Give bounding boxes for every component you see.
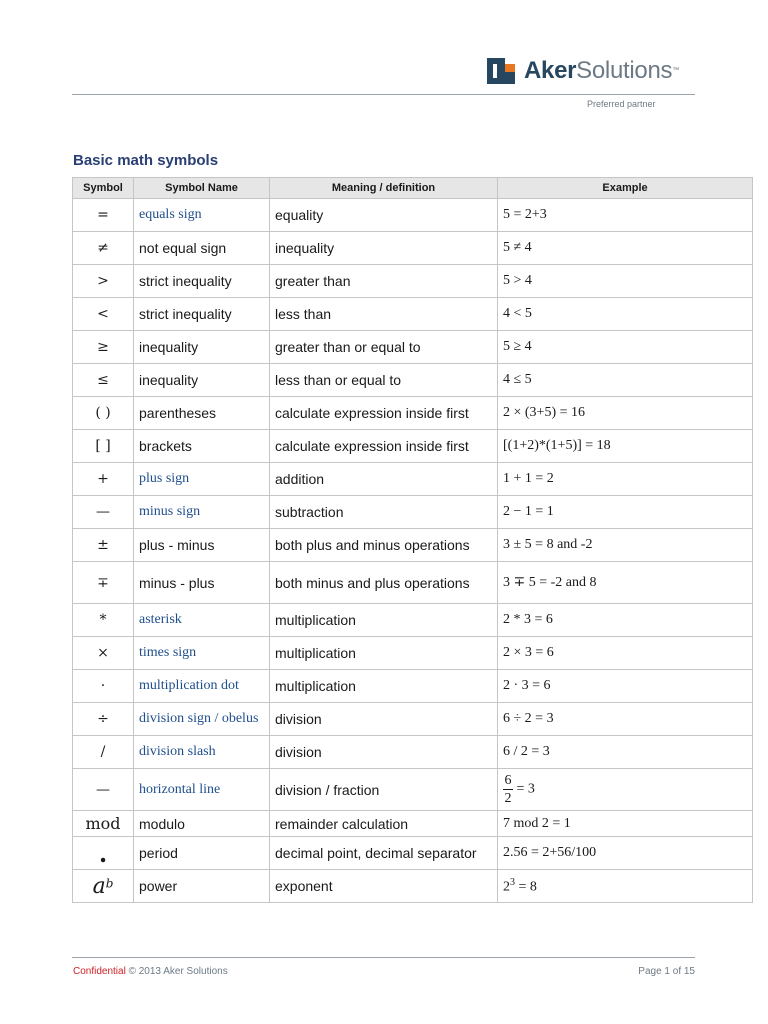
symbol-cell bbox=[73, 870, 134, 903]
meaning-cell: division bbox=[270, 736, 498, 769]
meaning-cell: less than bbox=[270, 298, 498, 331]
example-cell: 5 > 4 bbox=[498, 265, 753, 298]
symbol-cell: ∓ bbox=[73, 562, 134, 604]
symbol-name-cell: modulo bbox=[134, 811, 270, 837]
symbol-name-cell: not equal sign bbox=[134, 232, 270, 265]
example-result: = 8 bbox=[515, 879, 537, 895]
table-row bbox=[73, 298, 753, 331]
table-header-row bbox=[73, 178, 753, 199]
symbol-name-link[interactable]: plus sign bbox=[134, 463, 270, 496]
logo-wordmark: AkerSolutions™ bbox=[524, 57, 679, 84]
symbol-name-link[interactable]: division slash bbox=[134, 736, 270, 769]
table-row bbox=[73, 463, 753, 496]
meaning-cell: decimal point, decimal separator bbox=[270, 837, 498, 870]
symbol-name-cell: minus - plus bbox=[134, 562, 270, 604]
example-cell: 4 < 5 bbox=[498, 298, 753, 331]
symbol-name-cell: strict inequality bbox=[134, 298, 270, 331]
table-row bbox=[73, 232, 753, 265]
table-row bbox=[73, 811, 753, 837]
meaning-cell: addition bbox=[270, 463, 498, 496]
example-cell: 2 − 1 = 1 bbox=[498, 496, 753, 529]
symbol-cell: = bbox=[73, 199, 134, 232]
example-cell: 3 ∓ 5 = -2 and 8 bbox=[498, 562, 753, 604]
page-number: Page 1 of 15 bbox=[638, 966, 695, 977]
math-symbols-table bbox=[72, 177, 753, 903]
tagline: Preferred partner bbox=[587, 99, 656, 109]
meaning-cell: greater than or equal to bbox=[270, 331, 498, 364]
symbol-name-link[interactable]: times sign bbox=[134, 637, 270, 670]
example-cell: 5 = 2+3 bbox=[498, 199, 753, 232]
symbol-cell: ≥ bbox=[73, 331, 134, 364]
table-row bbox=[73, 736, 753, 769]
meaning-cell: equality bbox=[270, 199, 498, 232]
table-row bbox=[73, 331, 753, 364]
symbol-cell: mod bbox=[73, 811, 134, 837]
table-row bbox=[73, 604, 753, 637]
table-row bbox=[73, 870, 753, 903]
table-row bbox=[73, 562, 753, 604]
example-cell: 6 ÷ 2 = 3 bbox=[498, 703, 753, 736]
example-cell: 2.56 = 2+56/100 bbox=[498, 837, 753, 870]
table-row bbox=[73, 529, 753, 562]
meaning-cell: remainder calculation bbox=[270, 811, 498, 837]
power-base: a bbox=[92, 873, 106, 899]
meaning-cell: less than or equal to bbox=[270, 364, 498, 397]
symbol-cell: / bbox=[73, 736, 134, 769]
table-row bbox=[73, 397, 753, 430]
table-row bbox=[73, 265, 753, 298]
example-cell bbox=[498, 769, 753, 811]
fraction bbox=[503, 772, 513, 807]
example-cell: 5 ≥ 4 bbox=[498, 331, 753, 364]
header-divider bbox=[72, 94, 695, 95]
table-row bbox=[73, 637, 753, 670]
example-cell bbox=[498, 870, 753, 903]
example-cell: 6 / 2 = 3 bbox=[498, 736, 753, 769]
example-cell: 7 mod 2 = 1 bbox=[498, 811, 753, 837]
symbol-cell: > bbox=[73, 265, 134, 298]
meaning-cell: calculate expression inside first bbox=[270, 397, 498, 430]
header-symbol-name: Symbol Name bbox=[134, 178, 270, 199]
symbol-cell: ± bbox=[73, 529, 134, 562]
table-row bbox=[73, 364, 753, 397]
example-base: 2 bbox=[503, 879, 510, 895]
symbol-name-link[interactable]: minus sign bbox=[134, 496, 270, 529]
symbol-name-cell: parentheses bbox=[134, 397, 270, 430]
symbol-cell: — bbox=[73, 769, 134, 811]
symbol-cell: ÷ bbox=[73, 703, 134, 736]
symbol-name-link[interactable]: asterisk bbox=[134, 604, 270, 637]
example-exponent: 3 bbox=[510, 876, 515, 888]
table-row bbox=[73, 837, 753, 870]
meaning-cell: greater than bbox=[270, 265, 498, 298]
table-row bbox=[73, 496, 753, 529]
symbol-name-cell: plus - minus bbox=[134, 529, 270, 562]
example-cell: 4 ≤ 5 bbox=[498, 364, 753, 397]
meaning-cell: calculate expression inside first bbox=[270, 430, 498, 463]
example-cell: 2 × 3 = 6 bbox=[498, 637, 753, 670]
footer-copyright bbox=[73, 966, 228, 977]
symbol-name-link[interactable]: division sign / obelus bbox=[134, 703, 270, 736]
example-cell: 2 * 3 = 6 bbox=[498, 604, 753, 637]
example-cell: 2 · 3 = 6 bbox=[498, 670, 753, 703]
meaning-cell: subtraction bbox=[270, 496, 498, 529]
table-row bbox=[73, 199, 753, 232]
symbol-name-link[interactable]: multiplication dot bbox=[134, 670, 270, 703]
symbol-name-cell: power bbox=[134, 870, 270, 903]
meaning-cell: multiplication bbox=[270, 604, 498, 637]
symbol-cell: * bbox=[73, 604, 134, 637]
logo-mark-icon bbox=[487, 58, 515, 84]
symbol-cell: [ ] bbox=[73, 430, 134, 463]
table-row bbox=[73, 769, 753, 811]
header-meaning: Meaning / definition bbox=[270, 178, 498, 199]
symbol-cell: . bbox=[73, 837, 134, 870]
fraction-denominator: 2 bbox=[504, 791, 512, 806]
header-example: Example bbox=[498, 178, 753, 199]
power-exponent: b bbox=[105, 875, 114, 890]
symbol-cell: ( ) bbox=[73, 397, 134, 430]
fraction-numerator: 6 bbox=[504, 773, 512, 788]
example-cell: [(1+2)*(1+5)] = 18 bbox=[498, 430, 753, 463]
symbol-cell: + bbox=[73, 463, 134, 496]
meaning-cell: division bbox=[270, 703, 498, 736]
symbol-cell: ≠ bbox=[73, 232, 134, 265]
symbol-cell: ≤ bbox=[73, 364, 134, 397]
meaning-cell: multiplication bbox=[270, 670, 498, 703]
table-row bbox=[73, 703, 753, 736]
aker-solutions-logo bbox=[487, 56, 679, 86]
meaning-cell: inequality bbox=[270, 232, 498, 265]
meaning-cell: both minus and plus operations bbox=[270, 562, 498, 604]
table-row bbox=[73, 430, 753, 463]
symbol-name-cell: strict inequality bbox=[134, 265, 270, 298]
meaning-cell: exponent bbox=[270, 870, 498, 903]
symbol-cell: × bbox=[73, 637, 134, 670]
symbol-cell: < bbox=[73, 298, 134, 331]
meaning-cell: multiplication bbox=[270, 637, 498, 670]
symbol-name-cell: inequality bbox=[134, 364, 270, 397]
symbol-name-link[interactable]: equals sign bbox=[134, 199, 270, 232]
copyright-text: © 2013 Aker Solutions bbox=[125, 966, 228, 977]
table-row bbox=[73, 670, 753, 703]
example-cell: 1 + 1 = 2 bbox=[498, 463, 753, 496]
meaning-cell: both plus and minus operations bbox=[270, 529, 498, 562]
footer-divider bbox=[72, 957, 695, 958]
symbol-cell: · bbox=[73, 670, 134, 703]
fraction-result: = 3 bbox=[516, 781, 535, 797]
confidential-label: Confidential bbox=[73, 966, 126, 977]
meaning-cell: division / fraction bbox=[270, 769, 498, 811]
page-title: Basic math symbols bbox=[73, 152, 219, 169]
example-cell: 5 ≠ 4 bbox=[498, 232, 753, 265]
symbol-name-cell: inequality bbox=[134, 331, 270, 364]
example-cell: 3 ± 5 = 8 and -2 bbox=[498, 529, 753, 562]
symbol-name-cell: period bbox=[134, 837, 270, 870]
example-cell: 2 × (3+5) = 16 bbox=[498, 397, 753, 430]
header-symbol: Symbol bbox=[73, 178, 134, 199]
symbol-cell: — bbox=[73, 496, 134, 529]
symbol-name-link[interactable]: horizontal line bbox=[134, 769, 270, 811]
symbol-name-cell: brackets bbox=[134, 430, 270, 463]
